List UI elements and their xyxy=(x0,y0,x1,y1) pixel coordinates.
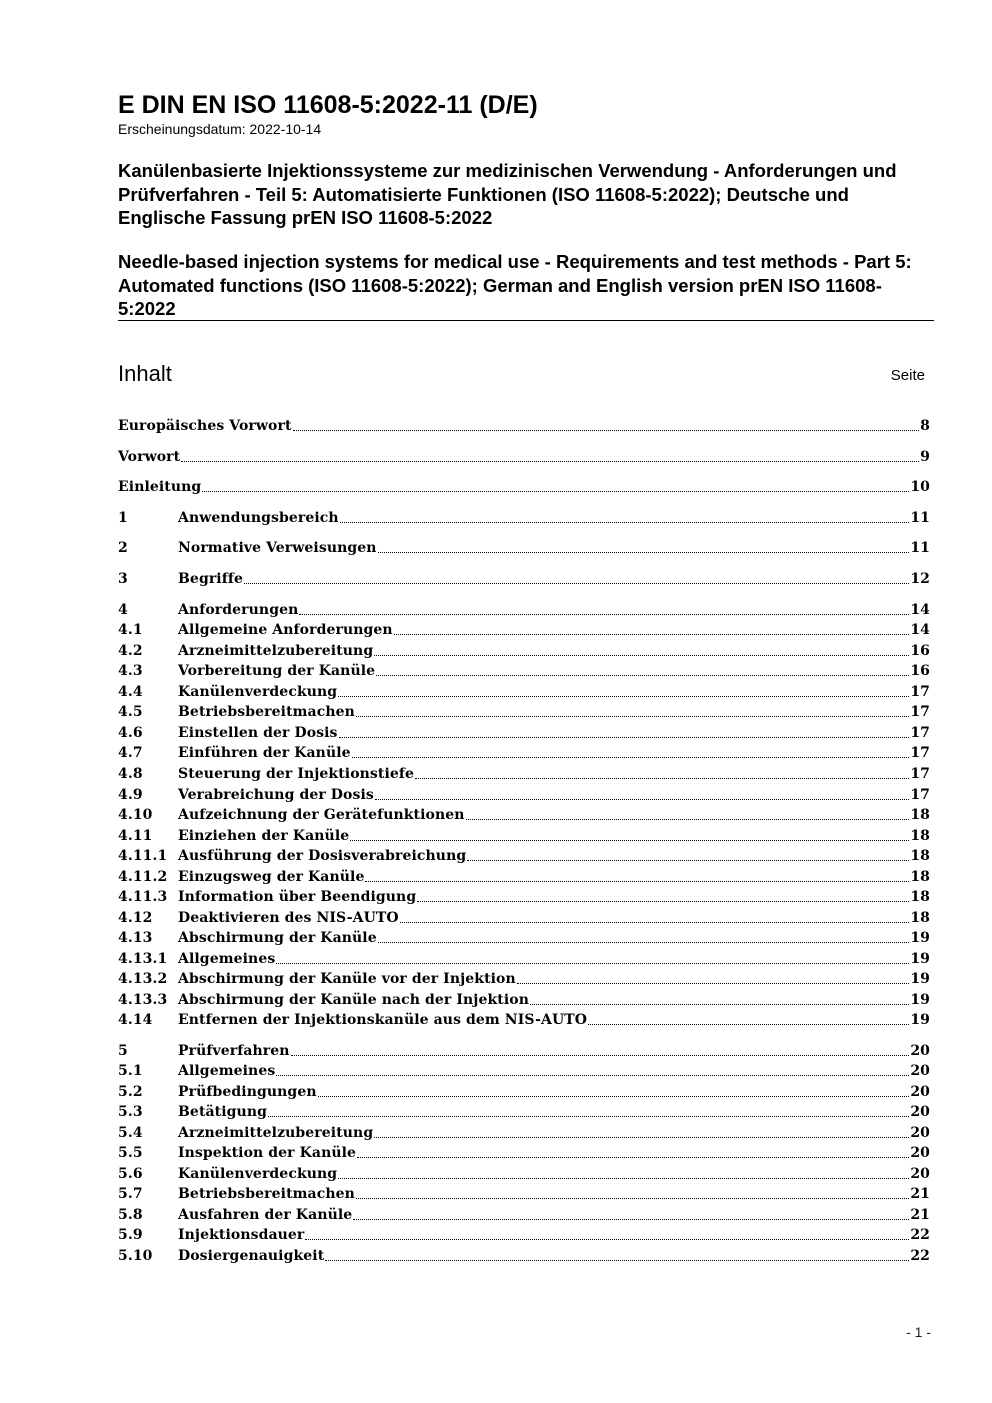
toc-entry[interactable] xyxy=(118,1123,930,1143)
toc-entry-page: 19 xyxy=(910,930,930,946)
toc-entry-page: 20 xyxy=(910,1145,930,1161)
toc-entry-page: 17 xyxy=(910,787,930,803)
toc-entry[interactable] xyxy=(118,682,930,702)
toc-entry-number: 4.11 xyxy=(118,828,153,844)
toc-entry[interactable] xyxy=(118,1184,930,1204)
toc-entry-page: 18 xyxy=(910,869,930,885)
toc-page-column-label: Seite xyxy=(890,367,925,384)
toc-entry-title: Allgemeine Anforderungen xyxy=(178,622,393,638)
toc-dot-leader xyxy=(339,736,910,738)
toc-entry-number: 5.6 xyxy=(118,1166,143,1182)
toc-dot-leader xyxy=(350,839,909,841)
toc-entry-page: 17 xyxy=(910,745,930,761)
toc-entry-page: 14 xyxy=(910,622,930,638)
toc-entry-number: 4.1 xyxy=(118,622,143,638)
title-german: Kanülenbasierte Injektionssysteme zur medizinischen Verwendung - Anforderungen und Prüfverfahren - Teil 5: Automatisierte Funktionen (ISO 11608-5:2022); Deutsche und Englische Fassung prEN ISO 11608-5:2022 xyxy=(118,160,897,228)
toc-entry[interactable] xyxy=(118,620,930,640)
toc-entry-title: Entfernen der Injektionskanüle aus dem NIS-AUTO xyxy=(178,1012,588,1028)
toc-entry-number: 3 xyxy=(118,571,128,587)
toc-entry-page: 20 xyxy=(910,1166,930,1182)
toc-dot-leader xyxy=(299,613,909,615)
toc-entry-number: 4.7 xyxy=(118,745,143,761)
toc-entry-page: 20 xyxy=(910,1043,930,1059)
toc-entry-title: Steuerung der Injektionstiefe xyxy=(178,766,415,782)
toc-entry-page: 11 xyxy=(910,510,930,526)
toc-entry-page: 21 xyxy=(910,1186,930,1202)
toc-entry-title: Vorwort xyxy=(118,449,181,465)
toc-entry-title: Deaktivieren des NIS-AUTO xyxy=(178,910,399,926)
toc-entry-number: 4.10 xyxy=(118,807,153,823)
toc-dot-leader xyxy=(365,880,909,882)
toc-entry-title: Betriebsbereitmachen xyxy=(178,704,355,720)
toc-entry-page: 19 xyxy=(910,992,930,1008)
toc-entry-title: Vorbereitung der Kanüle xyxy=(178,663,376,679)
toc-entry-number: 1 xyxy=(118,510,128,526)
toc-entry-title: Anforderungen xyxy=(178,602,299,618)
toc-entry[interactable] xyxy=(118,743,930,763)
toc-entry-title: Betriebsbereitmachen xyxy=(178,1186,355,1202)
toc-dot-leader xyxy=(378,551,910,553)
toc-entry-number: 4.11.3 xyxy=(118,889,168,905)
toc-entry[interactable] xyxy=(118,508,930,528)
toc-entry[interactable] xyxy=(118,1061,930,1081)
toc-entry-number: 4.2 xyxy=(118,643,143,659)
toc-entry-page: 17 xyxy=(910,684,930,700)
toc-entry-title: Ausführung der Dosisverabreichung xyxy=(178,848,467,864)
toc-entry-number: 2 xyxy=(118,540,128,556)
toc-entry-page: 8 xyxy=(920,418,930,434)
toc-entry[interactable] xyxy=(118,600,930,620)
toc-dot-leader xyxy=(417,900,909,902)
toc-entry-number: 4.11.1 xyxy=(118,848,168,864)
toc-entry-title: Arzneimittelzubereitung xyxy=(178,643,374,659)
toc-entry[interactable] xyxy=(118,447,930,467)
toc-entry-number: 4.13.3 xyxy=(118,992,168,1008)
toc-entry[interactable] xyxy=(118,1246,930,1266)
toc-entry-title: Allgemeines xyxy=(178,951,276,967)
toc-entry[interactable] xyxy=(118,641,930,661)
toc-dot-leader xyxy=(466,818,910,820)
toc-entry-page: 17 xyxy=(910,704,930,720)
toc-entry-title: Einzugsweg der Kanüle xyxy=(178,869,365,885)
toc-entry[interactable] xyxy=(118,928,930,948)
toc-entry-page: 19 xyxy=(910,971,930,987)
toc-entry[interactable] xyxy=(118,1164,930,1184)
toc-entry-title: Abschirmung der Kanüle nach der Injektion xyxy=(178,992,529,1008)
toc-dot-leader xyxy=(374,1136,909,1138)
toc-entry-title: Abschirmung der Kanüle vor der Injektion xyxy=(178,971,516,987)
toc-entry-title: Einziehen der Kanüle xyxy=(178,828,350,844)
toc-dot-leader xyxy=(338,695,909,697)
toc-dot-leader xyxy=(467,859,909,861)
toc-entry-page: 18 xyxy=(910,848,930,864)
toc-dot-leader xyxy=(305,1238,909,1240)
toc-entry-title: Verabreichung der Dosis xyxy=(178,787,374,803)
toc-entry[interactable] xyxy=(118,867,930,887)
toc-dot-leader xyxy=(517,982,910,984)
toc-entry-number: 5.2 xyxy=(118,1084,143,1100)
toc-entry[interactable] xyxy=(118,1225,930,1245)
toc-dot-leader xyxy=(376,674,909,676)
toc-entry-title: Begriffe xyxy=(178,571,243,587)
toc-entry-title: Injektionsdauer xyxy=(178,1227,305,1243)
toc-entry-title: Aufzeichnung der Gerätefunktionen xyxy=(178,807,465,823)
toc-entry[interactable] xyxy=(118,1010,930,1030)
toc-entry[interactable] xyxy=(118,1143,930,1163)
toc-entry[interactable] xyxy=(118,723,930,743)
toc-entry-title: Normative Verweisungen xyxy=(178,540,377,556)
toc-entry-number: 5.7 xyxy=(118,1186,143,1202)
toc-entry-page: 16 xyxy=(910,643,930,659)
toc-dot-leader xyxy=(276,962,909,964)
toc-entry[interactable] xyxy=(118,569,930,589)
toc-entry-title: Prüfverfahren xyxy=(178,1043,290,1059)
toc-dot-leader xyxy=(356,1197,909,1199)
toc-entry[interactable] xyxy=(118,1205,930,1225)
toc-entry-page: 22 xyxy=(910,1248,930,1264)
toc-entry[interactable] xyxy=(118,661,930,681)
toc-dot-leader xyxy=(375,798,909,800)
toc-entry[interactable] xyxy=(118,1082,930,1102)
toc-heading: Inhalt xyxy=(118,361,172,386)
toc-dot-leader xyxy=(244,582,909,584)
toc-entry-number: 4.13.2 xyxy=(118,971,168,987)
toc-dot-leader xyxy=(181,460,919,462)
toc-entry-page: 20 xyxy=(910,1084,930,1100)
toc-entry-number: 5.8 xyxy=(118,1207,143,1223)
toc-entry-page: 18 xyxy=(910,889,930,905)
toc-entry-title: Information über Beendigung xyxy=(178,889,417,905)
toc-entry[interactable] xyxy=(118,764,930,784)
toc-entry-page: 22 xyxy=(910,1227,930,1243)
toc-entry-page: 11 xyxy=(910,540,930,556)
toc-entry[interactable] xyxy=(118,908,930,928)
title-english: Needle-based injection systems for medical use - Requirements and test methods - Part 5: Automated functions (ISO 11608-5:2022); German and English version prEN ISO 11608-5:2022 xyxy=(118,251,912,319)
header-divider xyxy=(118,320,934,321)
toc-entry[interactable] xyxy=(118,805,930,825)
toc-dot-leader xyxy=(202,490,909,492)
toc-entry-page: 19 xyxy=(910,1012,930,1028)
toc-entry-page: 18 xyxy=(910,828,930,844)
toc-entry-page: 10 xyxy=(910,479,930,495)
toc-entry-number: 4.9 xyxy=(118,787,143,803)
toc-entry-title: Abschirmung der Kanüle xyxy=(178,930,377,946)
toc-entry-number: 4.13.1 xyxy=(118,951,168,967)
toc-dot-leader xyxy=(356,715,909,717)
toc-entry-number: 5.9 xyxy=(118,1227,143,1243)
toc-entry-title: Einleitung xyxy=(118,479,202,495)
toc-entry-number: 5.4 xyxy=(118,1125,143,1141)
toc-entry-title: Inspektion der Kanüle xyxy=(178,1145,357,1161)
toc-entry-number: 5.3 xyxy=(118,1104,143,1120)
toc-entry[interactable] xyxy=(118,1041,930,1061)
toc-entry-title: Ausfahren der Kanüle xyxy=(178,1207,353,1223)
toc-entry[interactable] xyxy=(118,949,930,969)
toc-dot-leader xyxy=(394,633,910,635)
toc-dot-leader xyxy=(374,654,909,656)
toc-entry-page: 12 xyxy=(910,571,930,587)
toc-dot-leader xyxy=(291,1054,910,1056)
toc-dot-leader xyxy=(357,1156,909,1158)
toc-entry-page: 20 xyxy=(910,1125,930,1141)
toc-entry-title: Betätigung xyxy=(178,1104,267,1120)
toc-entry-number: 4 xyxy=(118,602,128,618)
toc-entry-number: 4.6 xyxy=(118,725,143,741)
toc-entry-title: Einführen der Kanüle xyxy=(178,745,351,761)
toc-entry[interactable] xyxy=(118,702,930,722)
toc-entry-number: 4.8 xyxy=(118,766,143,782)
footer-page-number: - 1 - xyxy=(906,1324,931,1340)
toc-entry[interactable] xyxy=(118,1102,930,1122)
toc-dot-leader xyxy=(276,1074,909,1076)
toc-entry[interactable] xyxy=(118,969,930,989)
toc-dot-leader xyxy=(352,756,910,758)
toc-entry-page: 20 xyxy=(910,1104,930,1120)
toc-entry-number: 5 xyxy=(118,1043,128,1059)
toc-entry-page: 19 xyxy=(910,951,930,967)
toc-entry-page: 14 xyxy=(910,602,930,618)
toc-entry-number: 4.5 xyxy=(118,704,143,720)
toc-entry[interactable] xyxy=(118,826,930,846)
toc-dot-leader xyxy=(338,1177,909,1179)
toc-entry-number: 5.1 xyxy=(118,1063,143,1079)
toc-entry[interactable] xyxy=(118,416,930,436)
toc-dot-leader xyxy=(325,1259,909,1261)
publication-date: Erscheinungsdatum: 2022-10-14 xyxy=(118,121,322,137)
toc-entry-page: 18 xyxy=(910,910,930,926)
toc-dot-leader xyxy=(415,777,909,779)
toc-entry[interactable] xyxy=(118,538,930,558)
toc-entry-page: 9 xyxy=(920,449,930,465)
toc-entry-page: 18 xyxy=(910,807,930,823)
toc-entry-number: 4.4 xyxy=(118,684,143,700)
toc-entry[interactable] xyxy=(118,477,930,497)
toc-dot-leader xyxy=(530,1003,909,1005)
toc-dot-leader xyxy=(318,1095,910,1097)
toc-entry-page: 17 xyxy=(910,725,930,741)
toc-dot-leader xyxy=(378,941,910,943)
toc-entry-number: 5.10 xyxy=(118,1248,153,1264)
toc-entry-page: 17 xyxy=(910,766,930,782)
toc-entry-title: Arzneimittelzubereitung xyxy=(178,1125,374,1141)
toc-entry-title: Prüfbedingungen xyxy=(178,1084,317,1100)
toc-entry-title: Kanülenverdeckung xyxy=(178,684,338,700)
toc-entry[interactable] xyxy=(118,887,930,907)
toc-entry-number: 4.14 xyxy=(118,1012,153,1028)
toc-entry-number: 4.3 xyxy=(118,663,143,679)
toc-entry-page: 21 xyxy=(910,1207,930,1223)
toc-entry-title: Dosiergenauigkeit xyxy=(178,1248,325,1264)
toc-dot-leader xyxy=(340,521,910,523)
toc-entry-page: 20 xyxy=(910,1063,930,1079)
document-id: E DIN EN ISO 11608-5:2022-11 (D/E) xyxy=(118,91,538,119)
toc-entry-title: Kanülenverdeckung xyxy=(178,1166,338,1182)
toc-entry-number: 4.12 xyxy=(118,910,153,926)
toc-entry-page: 16 xyxy=(910,663,930,679)
toc-entry-number: 4.11.2 xyxy=(118,869,168,885)
toc-entry-title: Einstellen der Dosis xyxy=(178,725,338,741)
toc-entry-title: Europäisches Vorwort xyxy=(118,418,292,434)
toc-dot-leader xyxy=(293,429,920,431)
toc-entry[interactable] xyxy=(118,785,930,805)
toc-entry-number: 4.13 xyxy=(118,930,153,946)
toc-entry-number: 5.5 xyxy=(118,1145,143,1161)
toc-entry[interactable] xyxy=(118,846,930,866)
toc-dot-leader xyxy=(268,1115,909,1117)
toc-dot-leader xyxy=(353,1218,909,1220)
toc-entry[interactable] xyxy=(118,990,930,1010)
toc-dot-leader xyxy=(400,921,910,923)
toc-entry-title: Anwendungsbereich xyxy=(178,510,339,526)
toc-entry-title: Allgemeines xyxy=(178,1063,276,1079)
toc-dot-leader xyxy=(588,1023,909,1025)
